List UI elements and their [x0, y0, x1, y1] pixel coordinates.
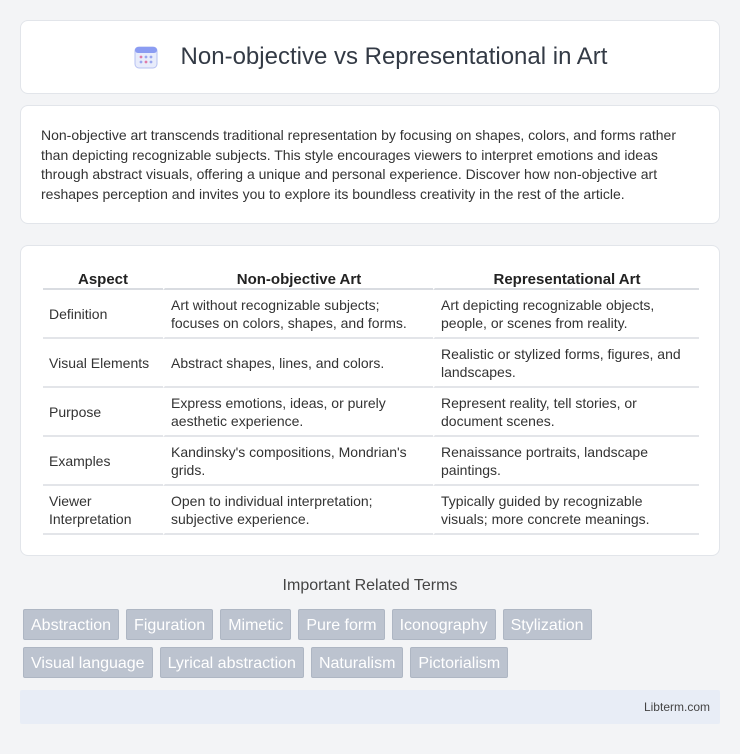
row-representational: Art depicting recognizable objects, people, or scenes from reality.: [433, 290, 699, 339]
tag-figuration[interactable]: Figuration: [126, 609, 213, 640]
tag-visual-language[interactable]: Visual language: [23, 647, 153, 678]
page-title: Non-objective vs Representational in Art: [180, 43, 608, 70]
row-aspect: Definition: [43, 290, 163, 339]
row-representational: Typically guided by recognizable visuals; more concrete meanings.: [433, 486, 699, 535]
header-card: [20, 20, 720, 94]
tag-mimetic[interactable]: Mimetic: [220, 609, 291, 640]
row-aspect: Viewer Interpretation: [43, 486, 163, 535]
column-header-representational: Representational Art: [433, 266, 699, 290]
row-non-objective: Kandinsky's compositions, Mondrian's grids.: [163, 437, 433, 486]
footer-site-link[interactable]: Libterm.com: [643, 700, 710, 714]
tag-stylization[interactable]: Stylization: [503, 609, 592, 640]
intro-card: [20, 105, 720, 224]
calendar-icon: [133, 44, 159, 70]
row-non-objective: Express emotions, ideas, or purely aesthetic experience.: [163, 388, 433, 437]
tag-iconography[interactable]: Iconography: [392, 609, 496, 640]
row-non-objective: Open to individual interpretation; subjective experience.: [163, 486, 433, 535]
row-non-objective: Art without recognizable subjects; focuses on colors, shapes, and forms.: [163, 290, 433, 339]
row-aspect: Purpose: [43, 388, 163, 437]
tag-pictorialism[interactable]: Pictorialism: [410, 647, 508, 678]
table-row: [43, 388, 699, 437]
table-row: [43, 290, 699, 339]
row-aspect: Examples: [43, 437, 163, 486]
row-aspect: Visual Elements: [43, 339, 163, 388]
table-row: [43, 437, 699, 486]
row-representational: Represent reality, tell stories, or document scenes.: [433, 388, 699, 437]
column-header-non-objective: Non-objective Art: [163, 266, 433, 290]
tag-naturalism[interactable]: Naturalism: [311, 647, 403, 678]
comparison-table: [43, 266, 699, 535]
tag-lyrical-abstraction[interactable]: Lyrical abstraction: [160, 647, 304, 678]
row-non-objective: Abstract shapes, lines, and colors.: [163, 339, 433, 388]
footer: [20, 690, 720, 724]
table-row: [43, 486, 699, 535]
related-terms-list: [23, 609, 723, 678]
table-header-row: [43, 266, 699, 290]
column-header-aspect: Aspect: [43, 266, 163, 290]
row-representational: Renaissance portraits, landscape paintings.: [433, 437, 699, 486]
row-representational: Realistic or stylized forms, figures, and landscapes.: [433, 339, 699, 388]
tag-pure-form[interactable]: Pure form: [298, 609, 384, 640]
table-row: [43, 339, 699, 388]
tag-abstraction[interactable]: Abstraction: [23, 609, 119, 640]
related-terms-title: Important Related Terms: [282, 577, 458, 594]
comparison-table-card: [20, 245, 720, 556]
intro-paragraph: Non-objective art transcends traditional representation by focusing on shapes, colors, and forms rather than depicting recognizable subjects. This style encourages viewers to interpret emotions and ideas through abstract visuals, offering a unique and personal experience. Discover how non-objective art reshapes perception and invites you to explore its boundless creativity in the rest of the article.: [41, 127, 677, 202]
